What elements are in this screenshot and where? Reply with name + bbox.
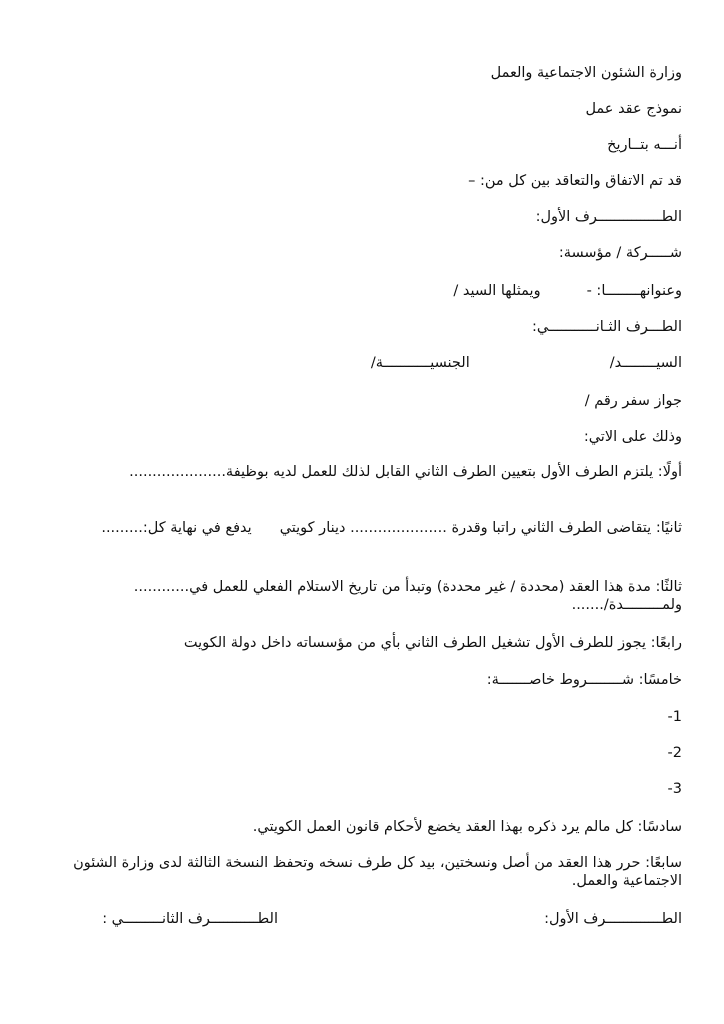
clause-2 bbox=[42, 519, 682, 537]
company-line: شـــــركة / مؤسسة: bbox=[558, 245, 682, 261]
clause-2-salary: ثانيًا: يتقاضى الطرف الثاني راتبا وقدرة ..................... دينار كويتي bbox=[279, 520, 682, 536]
clause-3: ثالثًا: مدة هذا العقد (محددة / غير محددة) وتبدأ من تاريخ الاستلام الفعلي للعمل في............ ولمـــــــــدة/....... bbox=[133, 579, 682, 613]
nationality-label: الجنسيـــــــــــة/ bbox=[370, 355, 470, 371]
date-line: أنـــه بتــاريخ bbox=[607, 137, 682, 153]
first-party-heading: الطـــــــــــــــرف الأول: bbox=[535, 209, 682, 225]
form-title: نموذج عقد عمل bbox=[585, 101, 682, 117]
clause-6: سادسًا: كل مالم يرد ذكره بهذا العقد يخضع لأحكام قانون العمل الكويتي. bbox=[252, 819, 682, 835]
intro-line: قد تم الاتفاق والتعاقد بين كل من: – bbox=[468, 173, 682, 189]
clause-7: سابعًا: حرر هذا العقد من أصل ونسختين، بيد كل طرف نسخه وتحفظ النسخة الثالثة لدى وزارة الشئون الاجتماعية والعمل. bbox=[73, 855, 682, 889]
represented-by-label: ويمثلها السيد / bbox=[453, 283, 541, 299]
address-line bbox=[453, 282, 682, 300]
passport-line: جواز سفر رقم / bbox=[584, 393, 682, 409]
mr-label: السيــــــــد/ bbox=[609, 355, 682, 371]
ministry-heading: وزارة الشئون الاجتماعية والعمل bbox=[490, 65, 682, 81]
following-line: وذلك على الاتي: bbox=[583, 429, 682, 445]
special-condition-3: 3- bbox=[667, 781, 682, 797]
special-condition-1: 1- bbox=[667, 709, 682, 725]
signature-second-party: الطـــــــــــرف الثانـــــــــي : bbox=[102, 911, 278, 927]
second-party-heading: الطـــرف الثـانـــــــــــي: bbox=[532, 319, 682, 335]
clause-4: رابعًا: يجوز للطرف الأول تشغيل الطرف الثاني بأي من مؤسساته داخل دولة الكويت bbox=[183, 635, 682, 651]
clause-5: خامسًا: شــــــــروط خاصـــــــة: bbox=[486, 672, 682, 688]
clause-2-payment: يدفع في نهاية كل:......... bbox=[101, 520, 252, 536]
signature-first-party: الطـــــــــــــرف الأول: bbox=[544, 911, 682, 927]
clause-1: أولًا: يلتزم الطرف الأول بتعيين الطرف الثاني القابل لذلك للعمل لديه بوظيفة..................... bbox=[129, 464, 682, 480]
special-condition-2: 2- bbox=[667, 745, 682, 761]
mr-nationality-line bbox=[371, 354, 682, 372]
address-label: وعنوانهــــــــا: - bbox=[586, 283, 682, 299]
